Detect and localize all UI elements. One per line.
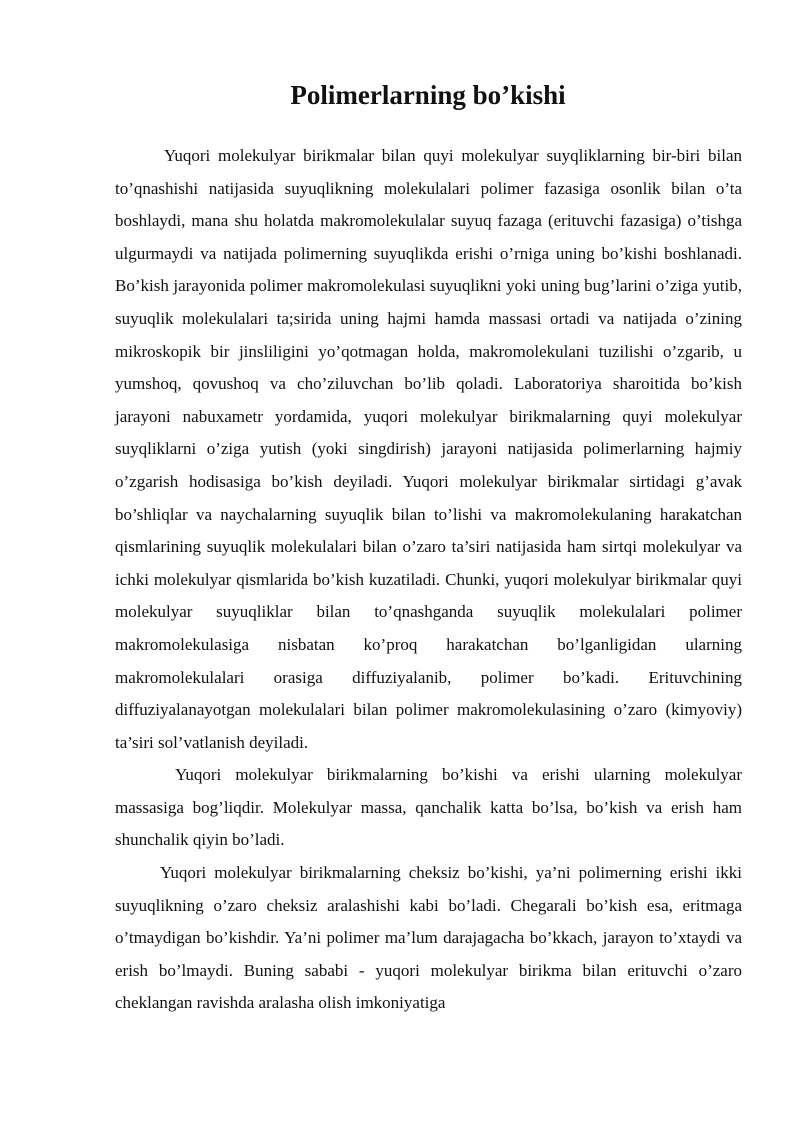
paragraph-unlimited-swelling: Yuqori molekulyar birikmalarning cheksiz bo’kishi, ya’ni polimerning erishi ikki suyuqlikning o’zaro cheksiz aralashishi kabi bo’ladi. Chegarali bo’kish esa, eritmaga o’tmaydigan bo’kishdir. Ya’ni polimer ma’lum darajagacha bo’kkach, jarayon to’xtaydi va erish bo’lmaydi. Buning sababi - yuqori molekulyar birikma bilan erituvchi o’zaro cheklangan ravishda aralasha olish imkoniyatiga (115, 863, 742, 1013)
document-title: Polimerlarning bo’kishi (290, 80, 566, 110)
document-body (115, 140, 742, 1020)
paragraph-molecular-mass: Yuqori molekulyar birikmalarning bo’kishi va erishi ularning molekulyar massasiga bog’liqdir. Molekulyar massa, qanchalik katta bo’lsa, bo’kish va erish ham shunchalik qiyin bo’ladi. (115, 765, 742, 850)
paragraph-swelling-definition: Yuqori molekulyar birikmalar bilan quyi molekulyar suyqliklarning bir-biri bilan to’qnashishi natijasida suyuqlikning molekulalari polimer fazasiga osonlik bilan o’ta boshlaydi, mana shu holatda makromolekulalar suyuq fazaga (erituvchi fazasiga) o’tishga ulgurmaydi va natijada polimerning suyuqlikda erishi o’rniga uning bo’kishi boshlanadi. Bo’kish jarayonida polimer makromolekulasi suyuqlikni yoki uning bug’larini o’ziga yutib, suyuqlik molekulalari ta;sirida uning hajmi hamda massasi ortadi va natijada o’zining mikroskopik bir jinsliligini yo’qotmagan holda, makromolekulani tuzilishi o’zgarib, u yumshoq, qovushoq va cho’ziluvchan bo’lib qoladi. Laboratoriya sharoitida bo’kish jarayoni nabuxametr yordamida, yuqori molekulyar birikmalarning quyi molekulyar suyqliklarni o’ziga yutish (yoki singdirish) jarayoni natijasida polimerlarning hajmiy o’zgarish hodisasiga bo’kish deyiladi. Yuqori molekulyar birikmalar sirtidagi g’avak bo’shliqlar va naychalarning suyuqlik bilan to’lishi va makromolekulaning harakatchan qismlarining suyuqlik molekulalari bilan o’zaro ta’siri natijasida ham sirtqi molekulyar va ichki molekulyar qismlarida bo’kish kuzatiladi. Chunki, yuqori molekulyar birikmalar quyi molekulyar suyuqliklar bilan to’qnashganda suyuqlik molekulalari polimer makromolekulasiga nisbatan ko’proq harakatchan bo’lganligidan ularning makromolekulalari orasiga diffuziyalanib, polimer bo’kadi. Erituvchining diffuziyalanayotgan molekulalari bilan polimer makromolekulasining o’zaro (kimyoviy) ta’siri sol’vatlanish deyiladi. (115, 146, 742, 752)
